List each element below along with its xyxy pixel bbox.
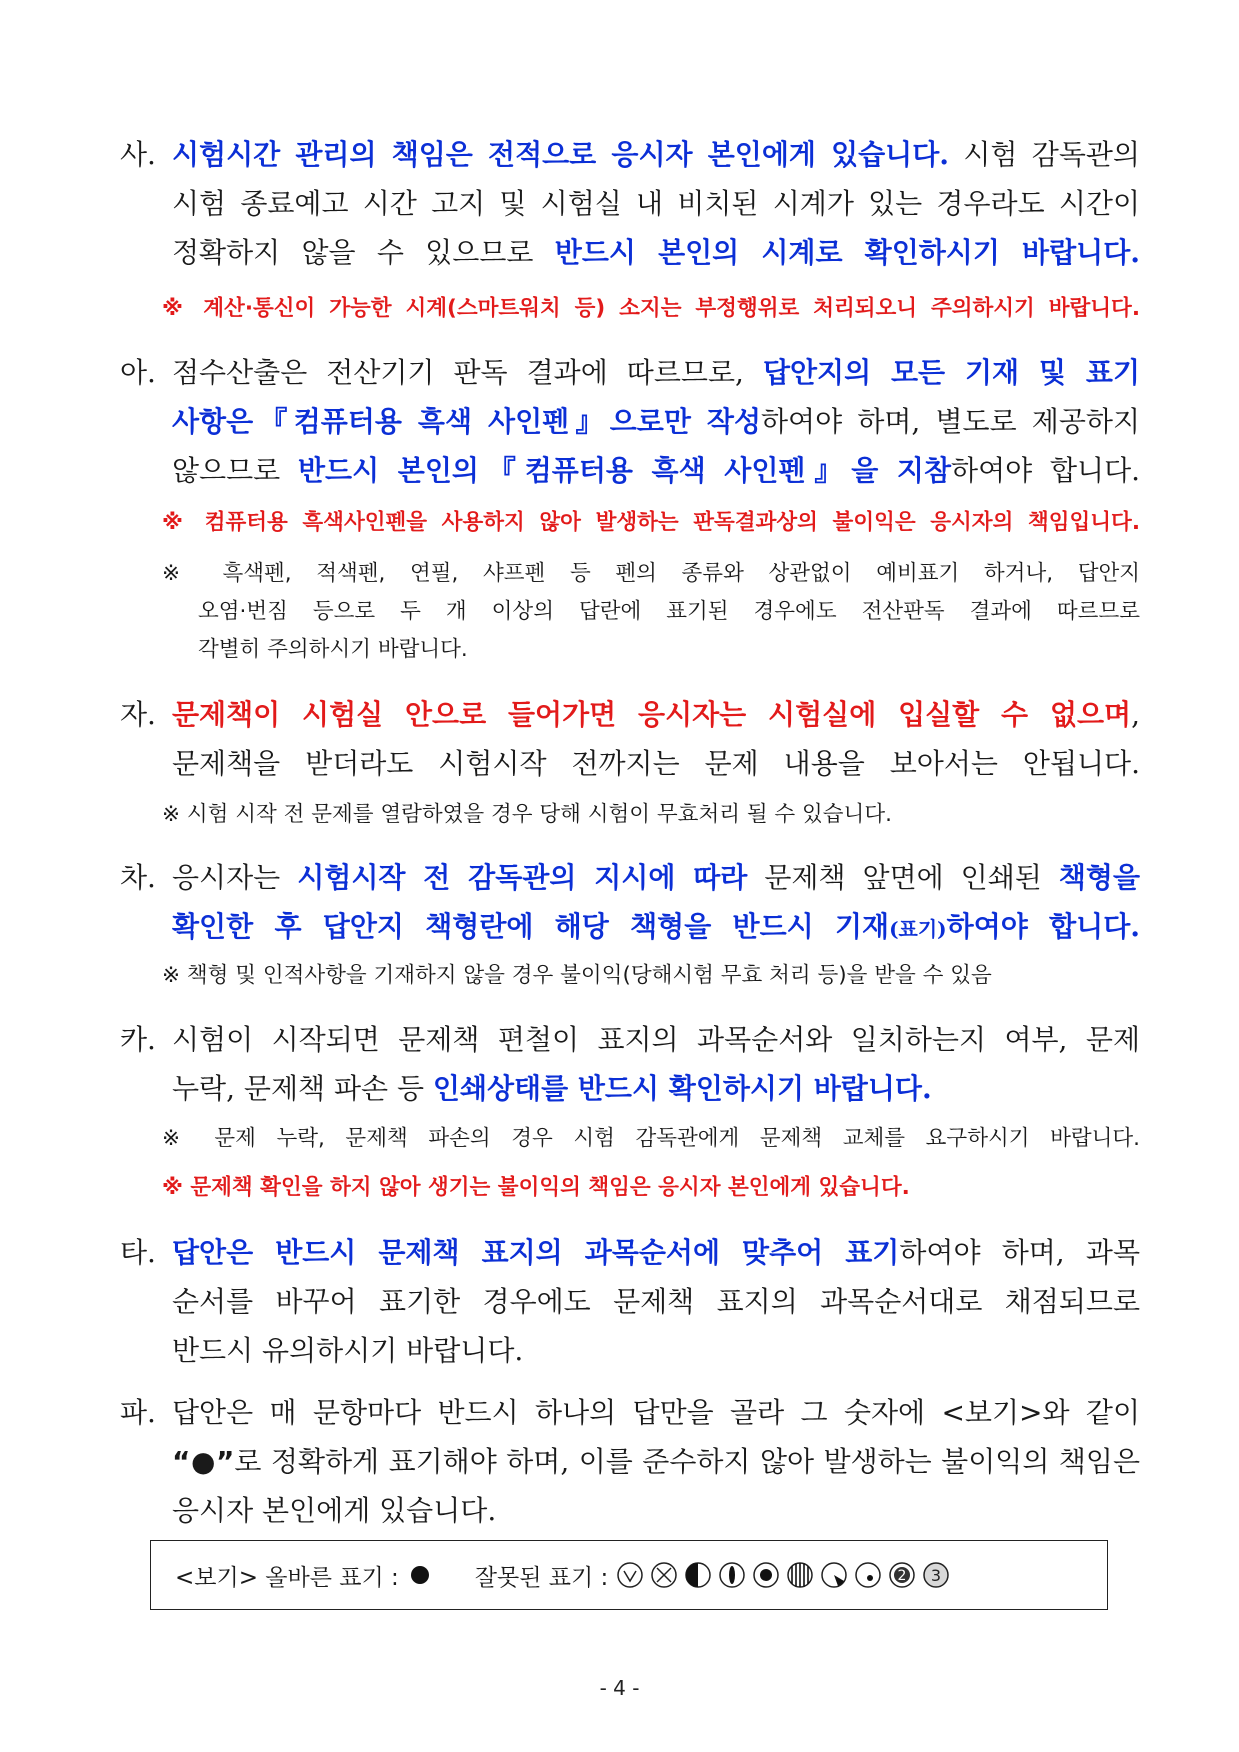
section-label: 사. bbox=[120, 138, 156, 171]
section-label: 타. bbox=[120, 1236, 156, 1269]
body-text: 응시자는 bbox=[172, 861, 298, 894]
circled-number-3-icon bbox=[922, 1561, 950, 1589]
section-sa bbox=[120, 130, 1140, 277]
wrong-label: 잘못된 표기 : bbox=[474, 1564, 609, 1591]
center-bar-circle-icon bbox=[718, 1561, 746, 1589]
correct-mark-icon bbox=[411, 1566, 429, 1584]
note bbox=[162, 1120, 1140, 1158]
wrong-marks bbox=[616, 1561, 950, 1589]
note-text: ※ 계산·통신이 가능한 시계(스마트워치 등) 소지는 부정행위로 처리되오니 주의하시기 바랍니다. bbox=[162, 296, 1140, 321]
note-text: ※ 문제 누락, 문제책 파손의 경우 시험 감독관에게 문제책 교체를 요구하시기 바랍니다. bbox=[162, 1126, 1140, 1151]
body-text: 순서를 바꾸어 표기한 경우에도 문제책 표지의 과목순서대로 채점되므로 bbox=[172, 1285, 1140, 1318]
section-cha bbox=[120, 853, 1140, 954]
emphasis-text: 사항은『컴퓨터용 흑색 사인펜』으로만 작성 bbox=[172, 405, 761, 438]
partial-circle-icon bbox=[820, 1561, 848, 1589]
body-text: 문제책 앞면에 인쇄된 bbox=[747, 861, 1059, 894]
wrong-digit-2: 2 bbox=[897, 1568, 907, 1584]
body-text: 반드시 유의하시기 바랍니다. bbox=[172, 1334, 524, 1367]
body-text: 문제책을 받더라도 시험시작 전까지는 문제 내용을 보아서는 안됩니다. bbox=[172, 747, 1140, 780]
emphasis-text: 확인한 후 답안지 책형란에 해당 책형을 반드시 기재 bbox=[172, 910, 890, 943]
section-label: 차. bbox=[120, 861, 156, 894]
section-ta bbox=[120, 1228, 1140, 1375]
striped-circle-icon bbox=[786, 1561, 814, 1589]
emphasis-text: 답안은 반드시 문제책 표지의 과목순서에 맞추어 표기 bbox=[172, 1236, 900, 1269]
page-number: - 4 - bbox=[599, 1676, 640, 1700]
section-pa bbox=[120, 1388, 1140, 1535]
emphasis-text: 반드시 본인의『컴퓨터용 흑색 사인펜』을 지참 bbox=[298, 454, 952, 487]
section-ja bbox=[120, 690, 1140, 788]
body-text: 하여야 하며, 과목 bbox=[899, 1236, 1140, 1269]
wrong-digit-3: 3 bbox=[931, 1566, 942, 1585]
section-label: 파. bbox=[120, 1396, 156, 1429]
body-text: , bbox=[1131, 698, 1140, 731]
note bbox=[162, 957, 1140, 995]
body-text: 누락, 문제책 파손 등 bbox=[172, 1072, 433, 1105]
section-label: 아. bbox=[120, 356, 156, 389]
note-red bbox=[162, 290, 1140, 328]
note-red bbox=[162, 504, 1140, 542]
body-text: 하여야 하며, 별도로 제공하지 bbox=[761, 405, 1141, 438]
note-text: ※ 컴퓨터용 흑색사인펜을 사용하지 않아 발생하는 판독결과상의 불이익은 응시자의 책임입니다. bbox=[162, 510, 1140, 535]
emphasis-text: 문제책이 시험실 안으로 들어가면 응시자는 시험실에 입실할 수 없으며 bbox=[172, 698, 1132, 731]
note bbox=[162, 796, 1140, 834]
check-circle-icon bbox=[616, 1561, 644, 1589]
body-text: 정확하지 않을 수 있으므로 bbox=[172, 236, 555, 269]
emphasis-text: 하여야 합니다. bbox=[946, 910, 1140, 943]
body-text: 점수산출은 전산기기 판독 결과에 따르므로, bbox=[172, 356, 763, 389]
small-dot-circle-icon bbox=[854, 1561, 882, 1589]
section-a bbox=[120, 348, 1140, 495]
body-text: 응시자 본인에게 있습니다. bbox=[172, 1494, 497, 1527]
note-text: ※ 문제책 확인을 하지 않아 생기는 불이익의 책임은 응시자 본인에게 있습니다. bbox=[162, 1175, 910, 1200]
emphasis-text: 시험시작 전 감독관의 지시에 따라 bbox=[297, 861, 748, 894]
circled-number-2-icon bbox=[888, 1561, 916, 1589]
x-circle-icon bbox=[650, 1561, 678, 1589]
body-text: 않으므로 bbox=[172, 454, 298, 487]
section-label: 카. bbox=[120, 1023, 156, 1056]
note-text: ※ 시험 시작 전 문제를 열람하였을 경우 당해 시험이 무효처리 될 수 있습니다. bbox=[162, 802, 892, 827]
body-text: 시험 종료예고 시간 고지 및 시험실 내 비치된 시계가 있는 경우라도 시간이 bbox=[172, 187, 1140, 220]
emphasis-text: 책형을 bbox=[1058, 861, 1140, 894]
section-ka bbox=[120, 1015, 1140, 1113]
body-text: 답안은 매 문항마다 반드시 하나의 답만을 골라 그 숫자에 <보기>와 같이 bbox=[172, 1396, 1140, 1429]
body-text: 시험이 시작되면 문제책 편철이 표지의 과목순서와 일치하는지 여부, 문제 bbox=[172, 1023, 1140, 1056]
emphasis-text: 반드시 본인의 시계로 확인하시기 바랍니다. bbox=[554, 236, 1140, 269]
note bbox=[162, 555, 1140, 669]
center-dot-circle-icon bbox=[752, 1561, 780, 1589]
note-text: ※ 책형 및 인적사항을 기재하지 않을 경우 불이익(당해시험 무효 처리 등)을 받을 수 있음 bbox=[162, 963, 992, 988]
example-prefix: <보기> 올바른 표기 : bbox=[175, 1564, 399, 1591]
half-filled-circle-icon bbox=[684, 1561, 712, 1589]
note-text: 각별히 주의하시기 바랍니다. bbox=[198, 637, 468, 662]
emphasis-text: 답안지의 모든 기재 및 표기 bbox=[762, 356, 1140, 389]
body-text: 하여야 합니다. bbox=[951, 454, 1141, 487]
note-red bbox=[162, 1169, 1140, 1207]
emphasis-text: 시험시간 관리의 책임은 전적으로 응시자 본인에게 있습니다. bbox=[172, 138, 950, 171]
body-text: 시험 감독관의 bbox=[949, 138, 1140, 171]
example-box bbox=[150, 1540, 1108, 1610]
section-label: 자. bbox=[120, 698, 156, 731]
emphasis-text-small: (표기) bbox=[889, 917, 947, 941]
emphasis-text: 인쇄상태를 반드시 확인하시기 바랍니다. bbox=[432, 1072, 932, 1105]
note-text: ※ 흑색펜, 적색펜, 연필, 샤프펜 등 펜의 종류와 상관없이 예비표기 하거나, 답안지 bbox=[162, 561, 1140, 586]
note-text: 오염·번짐 등으로 두 개 이상의 답란에 표기된 경우에도 전산판독 결과에 따르므로 bbox=[198, 599, 1140, 624]
filled-mark-text: “●” bbox=[172, 1445, 235, 1478]
body-text: 로 정확하게 표기해야 하며, 이를 준수하지 않아 발생하는 불이익의 책임은 bbox=[234, 1445, 1140, 1478]
